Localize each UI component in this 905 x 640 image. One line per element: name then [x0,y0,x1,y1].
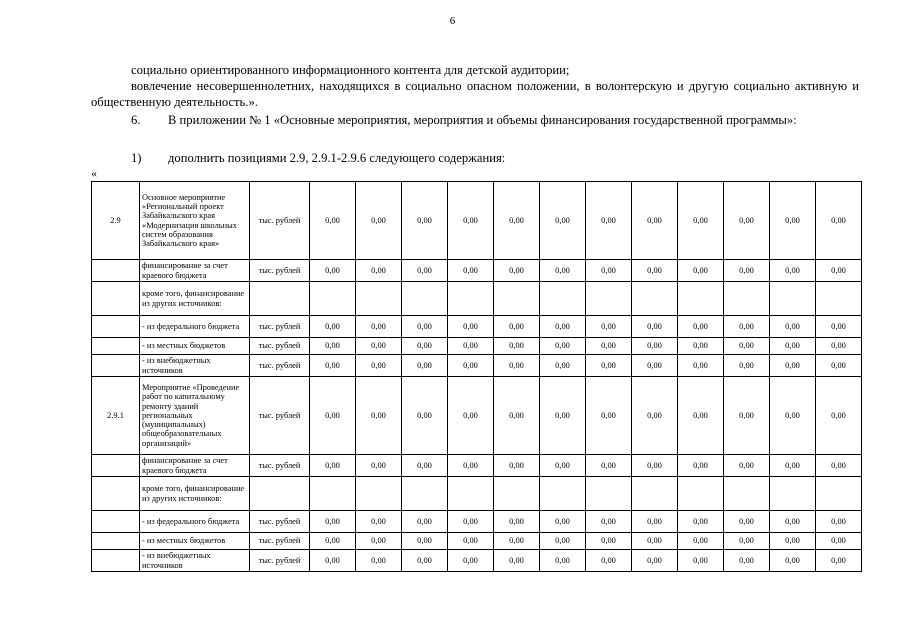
row-description: - из местных бюджетов [140,533,250,550]
value-cell: 0,00 [632,455,678,477]
value-cell: 0,00 [816,355,862,377]
value-cell: 0,00 [816,377,862,455]
value-cell: 0,00 [816,511,862,533]
row-unit: тыс. рублей [250,455,310,477]
table-row [92,282,862,316]
value-cell: 0,00 [586,533,632,550]
value-cell: 0,00 [310,511,356,533]
value-cell: 0,00 [678,182,724,260]
value-cell [310,282,356,316]
value-cell: 0,00 [724,260,770,282]
value-cell: 0,00 [494,377,540,455]
value-cell: 0,00 [632,316,678,338]
value-cell [540,282,586,316]
row-unit: тыс. рублей [250,260,310,282]
value-cell: 0,00 [632,550,678,572]
value-cell: 0,00 [310,316,356,338]
table-row [92,355,862,377]
value-cell [724,477,770,511]
value-cell: 0,00 [816,182,862,260]
value-cell: 0,00 [356,550,402,572]
value-cell: 0,00 [494,182,540,260]
value-cell: 0,00 [356,355,402,377]
value-cell [586,477,632,511]
value-cell: 0,00 [724,316,770,338]
value-cell: 0,00 [586,550,632,572]
subitem-1-text: дополнить позициями 2.9, 2.9.1-2.9.6 следующего содержания: [168,151,506,165]
page-number: 6 [449,15,456,27]
table-row [92,316,862,338]
value-cell: 0,00 [356,377,402,455]
value-cell: 0,00 [724,182,770,260]
value-cell: 0,00 [448,550,494,572]
value-cell: 0,00 [310,455,356,477]
value-cell: 0,00 [356,511,402,533]
row-code [92,355,140,377]
row-unit: тыс. рублей [250,316,310,338]
table-row [92,477,862,511]
value-cell [310,477,356,511]
value-cell: 0,00 [816,260,862,282]
value-cell [494,282,540,316]
value-cell: 0,00 [310,550,356,572]
value-cell: 0,00 [770,260,816,282]
row-code [92,533,140,550]
table-row [92,182,862,260]
value-cell: 0,00 [586,338,632,355]
row-description: финансирование за счет краевого бюджета [140,260,250,282]
row-code: 2.9 [92,182,140,260]
row-code: 2.9.1 [92,377,140,455]
row-description: - из внебюджетных источников [140,355,250,377]
value-cell: 0,00 [540,550,586,572]
value-cell: 0,00 [586,182,632,260]
value-cell: 0,00 [448,316,494,338]
value-cell [402,477,448,511]
value-cell: 0,00 [356,316,402,338]
value-cell: 0,00 [310,260,356,282]
paragraph-1: социально ориентированного информационного контента для детской аудитории; [131,63,570,77]
row-unit: тыс. рублей [250,377,310,455]
value-cell: 0,00 [494,316,540,338]
value-cell: 0,00 [724,511,770,533]
row-description: - из федерального бюджета [140,511,250,533]
value-cell: 0,00 [678,455,724,477]
value-cell: 0,00 [402,338,448,355]
value-cell: 0,00 [770,355,816,377]
value-cell: 0,00 [678,533,724,550]
row-unit: тыс. рублей [250,182,310,260]
row-description: - из внебюджетных источников [140,550,250,572]
row-unit: тыс. рублей [250,338,310,355]
value-cell [494,477,540,511]
row-code [92,316,140,338]
value-cell: 0,00 [540,355,586,377]
value-cell: 0,00 [586,316,632,338]
value-cell: 0,00 [632,260,678,282]
paragraph-amendment-6 [91,112,859,128]
value-cell: 0,00 [310,182,356,260]
value-cell: 0,00 [494,511,540,533]
paragraph-2: вовлечение несовершеннолетних, находящихся в социально опасном положении, в волонтерскую и другую социально активную и общественную деятельность.». [91,79,859,109]
value-cell: 0,00 [540,377,586,455]
row-code [92,455,140,477]
value-cell: 0,00 [724,533,770,550]
row-code [92,477,140,511]
row-description: - из местных бюджетов [140,338,250,355]
value-cell [632,282,678,316]
value-cell: 0,00 [310,533,356,550]
value-cell: 0,00 [770,338,816,355]
value-cell: 0,00 [586,260,632,282]
row-description: Мероприятие «Проведение работ по капитальному ремонту зданий региональных (муниципальных) общеобразовательных организаций» [140,377,250,455]
value-cell: 0,00 [678,316,724,338]
value-cell: 0,00 [310,355,356,377]
value-cell [678,477,724,511]
row-unit: тыс. рублей [250,533,310,550]
value-cell: 0,00 [494,338,540,355]
value-cell: 0,00 [770,455,816,477]
value-cell: 0,00 [586,455,632,477]
value-cell: 0,00 [356,338,402,355]
row-code [92,260,140,282]
row-unit [250,477,310,511]
table-row [92,377,862,455]
value-cell: 0,00 [816,533,862,550]
value-cell: 0,00 [540,182,586,260]
value-cell: 0,00 [724,455,770,477]
value-cell: 0,00 [632,377,678,455]
value-cell [586,282,632,316]
row-code [92,511,140,533]
value-cell: 0,00 [402,355,448,377]
value-cell: 0,00 [540,533,586,550]
value-cell: 0,00 [632,511,678,533]
value-cell: 0,00 [724,550,770,572]
row-code [92,550,140,572]
value-cell: 0,00 [448,533,494,550]
value-cell: 0,00 [678,260,724,282]
value-cell: 0,00 [770,316,816,338]
value-cell: 0,00 [770,550,816,572]
row-code [92,282,140,316]
row-description: финансирование за счет краевого бюджета [140,455,250,477]
value-cell: 0,00 [448,455,494,477]
value-cell: 0,00 [632,338,678,355]
row-code [92,338,140,355]
value-cell: 0,00 [586,355,632,377]
value-cell: 0,00 [494,533,540,550]
value-cell: 0,00 [494,455,540,477]
row-unit: тыс. рублей [250,550,310,572]
value-cell [448,282,494,316]
value-cell: 0,00 [540,338,586,355]
value-cell: 0,00 [770,377,816,455]
value-cell: 0,00 [540,511,586,533]
value-cell: 0,00 [402,455,448,477]
opening-quote: « [91,166,97,180]
value-cell: 0,00 [540,260,586,282]
value-cell: 0,00 [448,338,494,355]
value-cell: 0,00 [678,355,724,377]
value-cell: 0,00 [770,511,816,533]
value-cell: 0,00 [402,377,448,455]
table-row [92,533,862,550]
value-cell [356,477,402,511]
value-cell: 0,00 [816,455,862,477]
value-cell: 0,00 [540,455,586,477]
value-cell: 0,00 [678,338,724,355]
value-cell: 0,00 [356,533,402,550]
value-cell: 0,00 [586,511,632,533]
value-cell: 0,00 [494,550,540,572]
value-cell: 0,00 [494,355,540,377]
value-cell [770,282,816,316]
value-cell: 0,00 [632,182,678,260]
value-cell: 0,00 [402,511,448,533]
subitem-number-1: 1) [131,151,142,165]
value-cell: 0,00 [632,355,678,377]
value-cell: 0,00 [310,377,356,455]
paragraph-subitem-1 [91,150,859,166]
row-description: Основное мероприятие «Региональный проект Забайкальского края «Модернизация школьных систем образования Забайкальского края» [140,182,250,260]
value-cell: 0,00 [770,182,816,260]
row-unit [250,282,310,316]
value-cell: 0,00 [678,511,724,533]
value-cell: 0,00 [402,316,448,338]
value-cell: 0,00 [678,550,724,572]
value-cell: 0,00 [448,355,494,377]
value-cell [816,477,862,511]
row-unit: тыс. рублей [250,355,310,377]
value-cell [816,282,862,316]
value-cell: 0,00 [448,511,494,533]
value-cell: 0,00 [494,260,540,282]
table-row [92,455,862,477]
value-cell: 0,00 [678,377,724,455]
value-cell [724,282,770,316]
amendment-6-text: В приложении № 1 «Основные мероприятия, мероприятия и объемы финансирования государственной программы»: [168,113,797,127]
value-cell: 0,00 [448,260,494,282]
value-cell: 0,00 [310,338,356,355]
table-row [92,550,862,572]
row-description: - из федерального бюджета [140,316,250,338]
table-row [92,260,862,282]
row-description: кроме того, финансирование из других источников: [140,282,250,316]
value-cell [402,282,448,316]
financing-table [91,181,862,572]
value-cell: 0,00 [540,316,586,338]
value-cell: 0,00 [816,316,862,338]
value-cell: 0,00 [586,377,632,455]
value-cell: 0,00 [402,182,448,260]
table-row [92,338,862,355]
value-cell: 0,00 [402,533,448,550]
value-cell: 0,00 [356,455,402,477]
value-cell: 0,00 [770,533,816,550]
value-cell: 0,00 [402,550,448,572]
item-number-6: 6. [131,113,141,127]
value-cell [632,477,678,511]
value-cell: 0,00 [402,260,448,282]
value-cell: 0,00 [816,338,862,355]
value-cell [448,477,494,511]
value-cell: 0,00 [448,182,494,260]
value-cell [356,282,402,316]
value-cell [540,477,586,511]
value-cell [770,477,816,511]
table-row [92,511,862,533]
value-cell: 0,00 [724,355,770,377]
value-cell [678,282,724,316]
value-cell: 0,00 [448,377,494,455]
row-unit: тыс. рублей [250,511,310,533]
value-cell: 0,00 [724,377,770,455]
value-cell: 0,00 [724,338,770,355]
row-description: кроме того, финансирование из других источников: [140,477,250,511]
value-cell: 0,00 [356,260,402,282]
value-cell: 0,00 [816,550,862,572]
value-cell: 0,00 [632,533,678,550]
value-cell: 0,00 [356,182,402,260]
